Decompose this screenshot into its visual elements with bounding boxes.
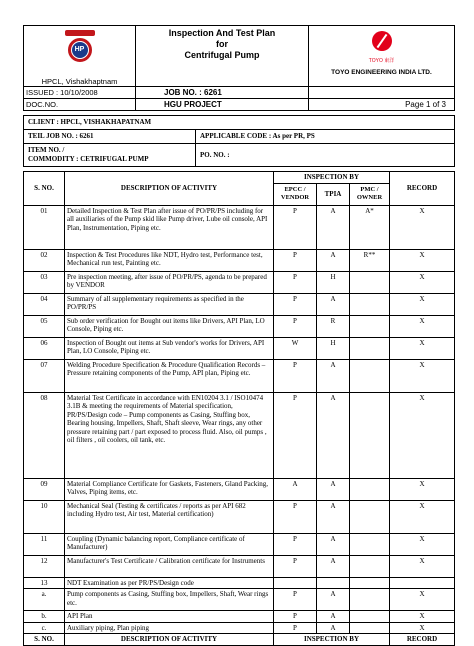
project-name: HGU PROJECT [136,99,309,111]
row-sno: 07 [24,359,65,392]
document-header [23,25,455,111]
row-tpia: A [317,392,350,478]
row-tpia: A [317,611,350,623]
col-tpia: TPIA [317,183,350,205]
toyo-logo-icon [372,31,392,51]
row-epcc: P [274,249,317,271]
row-description: Mechanical Seal (Testing & certificates / reports as per API 682 including Hydro test, Air test, Material certification) [65,500,274,533]
row-description: Auxiliary piping, Plan piping [65,622,274,634]
row-record: X [390,249,455,271]
row-record: X [390,500,455,533]
row-tpia: A [317,589,350,611]
row-tpia: A [317,500,350,533]
row-epcc: P [274,293,317,315]
table-row [24,392,455,478]
table-row [24,577,455,589]
row-record [390,577,455,589]
row-tpia: H [317,271,350,293]
row-sno: 02 [24,249,65,271]
row-pmc [350,555,390,577]
row-description: Pre inspection meeting, after issue of PO/PR/PS, agenda to be prepared by VENDOR [65,271,274,293]
table-row [24,589,455,611]
toyo-logo-cell: TOYO 東洋 TOYO ENGINEERING INDIA LTD. [309,26,455,87]
row-sno: 06 [24,337,65,359]
table-row [24,249,455,271]
table-row [24,500,455,533]
table-row [24,611,455,623]
row-pmc [350,622,390,634]
row-sno: 03 [24,271,65,293]
row-epcc [274,577,317,589]
table-row [24,622,455,634]
col-epcc: EPCC / VENDOR [274,183,317,205]
row-sno: 10 [24,500,65,533]
row-sno: 13 [24,577,65,589]
col-description: DESCRIPTION OF ACTIVITY [65,172,274,206]
row-epcc: P [274,359,317,392]
applicable-code: APPLICABLE CODE : As per PR, PS [196,130,455,144]
row-tpia: A [317,205,350,249]
row-epcc: P [274,392,317,478]
table-row [24,478,455,500]
row-pmc [350,500,390,533]
hpcl-logo: HP [65,30,95,66]
itp-document [23,25,454,646]
job-no: JOB NO. : 6261 [136,87,309,99]
row-sno: 05 [24,315,65,337]
row-record: X [390,359,455,392]
row-record: X [390,337,455,359]
row-tpia: A [317,533,350,555]
col-sno: S. NO. [24,172,65,206]
row-tpia: A [317,478,350,500]
row-pmc [350,589,390,611]
table-row [24,359,455,392]
row-description: Detailed Inspection & Test Plan after issue of PO/PR/PS including for all auxiliaries of the Pump skid like Pump driver, Lube oil console, API Plan, Instrumentation, Piping etc. [65,205,274,249]
row-description: Material Compliance Certificate for Gaskets, Fasteners, Gland Packing, Valves, Piping items, etc. [65,478,274,500]
row-pmc [350,293,390,315]
row-pmc [350,271,390,293]
hpcl-logo-cell [24,26,136,87]
row-record: X [390,622,455,634]
doc-no: DOC.NO. [24,99,136,111]
row-record: X [390,271,455,293]
row-epcc: A [274,478,317,500]
row-sno: b. [24,611,65,623]
row-pmc [350,478,390,500]
row-record: X [390,205,455,249]
row-sno: 11 [24,533,65,555]
teil-job-no: TEIL JOB NO. : 6261 [24,130,196,144]
row-description: Material Test Certificate in accordance with EN10204 3.1 / ISO10474 3.1B & meeting the requirements of Material specification, PR/PS/Design code – Pump components as Casing, Stuffing box, Bearing housing, Impellers, Shaft, Shaft sleeve, Wear rings, any other pressure retaining part / part exposed to process fluid. Also, oil pumps , oil filters , oil coolers, oil tank, etc. [65,392,274,478]
table-row [24,293,455,315]
row-description: Welding Procedure Specification & Procedure Qualification Records – Pressure retaining components of the Pump, API plan, Piping etc. [65,359,274,392]
table-row [24,271,455,293]
row-pmc [350,611,390,623]
row-description: Summary of all supplementary requirements as specified in the PO/PR/PS [65,293,274,315]
row-description: Inspection & Test Procedures like NDT, Hydro test, Performance test, Mechanical run test, Painting etc. [65,249,274,271]
toyo-name: TOYO ENGINEERING INDIA LTD. [331,69,432,76]
row-sno: 04 [24,293,65,315]
po-no: PO. NO. : [196,144,455,167]
table-row [24,533,455,555]
row-description: Coupling (Dynamic balancing report, Compliance certificate of Manufacturer) [65,533,274,555]
row-record: X [390,533,455,555]
row-description: NDT Examination as per PR/PS/Design code [65,577,274,589]
row-description: Pump components as Casing, Stuffing box, Impellers, Shaft, Wear rings etc. [65,589,274,611]
row-record: X [390,555,455,577]
row-sno: 08 [24,392,65,478]
issued-date: ISSUED : 10/10/2008 [24,87,136,99]
table-footer: S. NO. DESCRIPTION OF ACTIVITY INSPECTION BY RECORD [24,634,455,646]
row-epcc: P [274,589,317,611]
activity-rows [24,205,455,634]
row-sno: 01 [24,205,65,249]
row-epcc: P [274,555,317,577]
client-name: CLIENT : HPCL, VISHAKHAPATNAM [24,116,455,130]
row-pmc [350,533,390,555]
table-row [24,205,455,249]
row-pmc: R** [350,249,390,271]
row-tpia: A [317,293,350,315]
row-epcc: P [274,622,317,634]
hpcl-name: HPCL, Vishakhaptnam [41,77,118,86]
row-tpia: A [317,249,350,271]
row-tpia: A [317,555,350,577]
page-number: Page 1 of 3 [309,99,455,111]
row-record: X [390,589,455,611]
activity-table [23,171,455,646]
row-description: Manufacturer's Test Certificate / Calibration certificate for Instruments [65,555,274,577]
row-record: X [390,315,455,337]
client-block [23,115,455,167]
row-pmc [350,392,390,478]
document-title: Inspection And Test Plan for Centrifugal Pump [136,26,309,87]
row-epcc: W [274,337,317,359]
row-description: API Plan [65,611,274,623]
row-epcc: P [274,500,317,533]
row-epcc: P [274,205,317,249]
row-tpia: A [317,359,350,392]
row-sno: 09 [24,478,65,500]
table-row [24,337,455,359]
table-row [24,555,455,577]
row-tpia: H [317,337,350,359]
row-sno: c. [24,622,65,634]
item-commodity: ITEM NO. / COMMODITY : CETRIFUGAL PUMP [24,144,196,167]
table-row [24,315,455,337]
row-tpia [317,577,350,589]
row-tpia: A [317,622,350,634]
row-record: X [390,392,455,478]
row-description: Inspection of Bought out items at Sub vendor's works for Drivers, API Plan, LO Console, Piping etc. [65,337,274,359]
row-sno: 12 [24,555,65,577]
row-pmc [350,577,390,589]
row-epcc: P [274,271,317,293]
row-epcc: P [274,533,317,555]
row-pmc [350,315,390,337]
row-tpia: R [317,315,350,337]
row-pmc [350,359,390,392]
row-epcc: P [274,611,317,623]
row-pmc: A* [350,205,390,249]
row-pmc [350,337,390,359]
row-sno: a. [24,589,65,611]
row-description: Sub order verification for Bought out items like Drivers, API Plan, LO Console, Piping etc. [65,315,274,337]
row-record: X [390,611,455,623]
row-epcc: P [274,315,317,337]
col-record: RECORD [390,172,455,206]
row-record: X [390,478,455,500]
col-inspection-by: INSPECTION BY [274,172,390,184]
col-pmc: PMC / OWNER [350,183,390,205]
row-record: X [390,293,455,315]
